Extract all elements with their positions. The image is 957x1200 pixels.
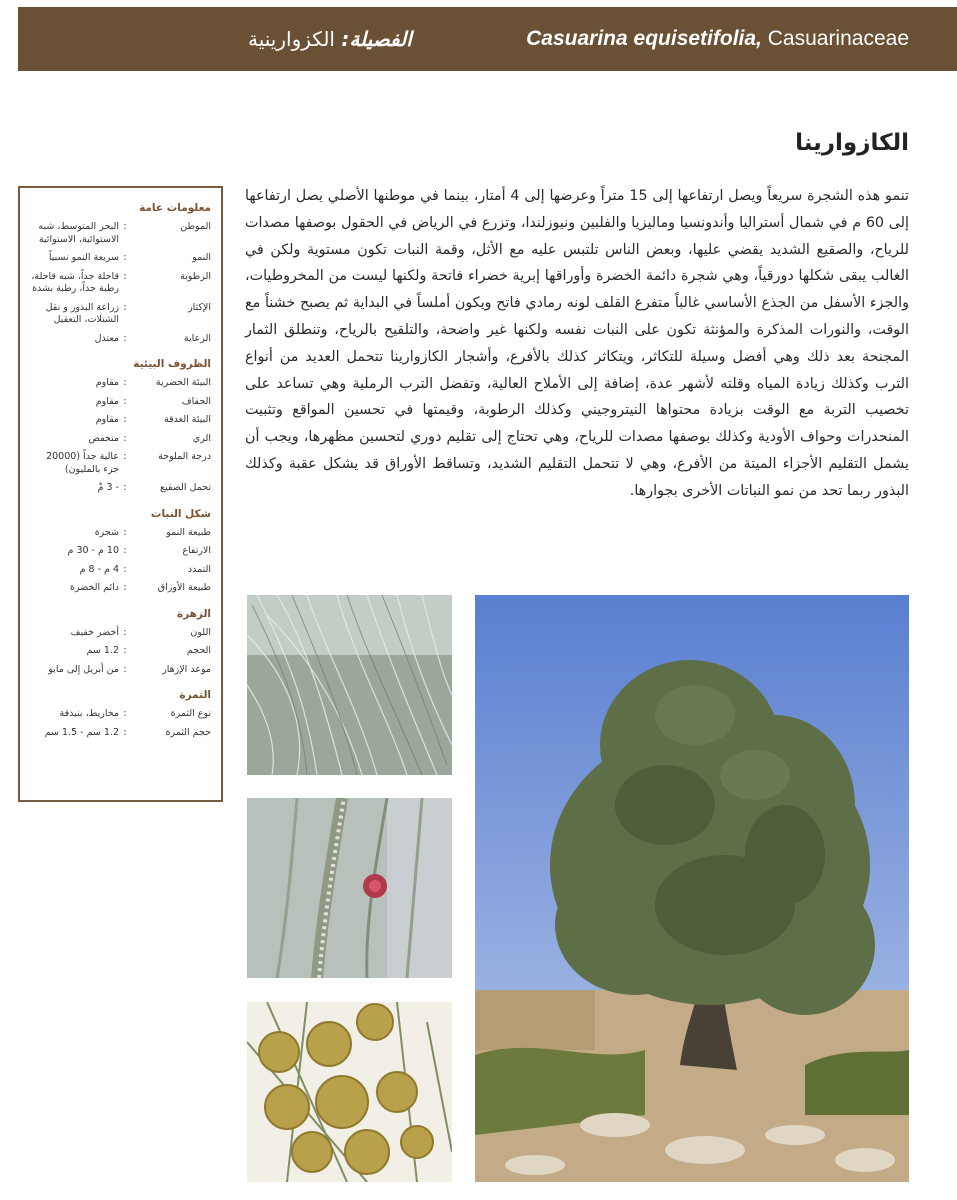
info-key: الحجم <box>186 645 211 656</box>
info-row: الري : منخفض <box>28 433 211 446</box>
info-value: سريعة النمو نسبياً <box>48 252 119 263</box>
info-value: مقاوم <box>95 377 119 388</box>
info-key: نوع الثمرة <box>170 708 211 719</box>
info-value: دائم الخضرة <box>70 582 119 593</box>
info-key: الرعاية <box>183 332 211 344</box>
info-key: البيئة الحضرية <box>155 377 211 388</box>
foliage-photo <box>247 595 452 775</box>
section-general <box>28 202 211 345</box>
info-row: الجفاف : مقاوم <box>28 396 211 409</box>
info-key: الموطن <box>180 221 211 232</box>
info-key: موعد الإزهار <box>162 663 211 675</box>
info-key: حجم الثمرة <box>165 726 211 738</box>
info-value: شجرة <box>94 526 119 538</box>
page-title: الكازوارينا <box>795 130 909 156</box>
info-key: طبيعة الأوراق <box>157 582 211 593</box>
info-row: موعد الإزهار : من أبريل إلى مايو <box>28 664 211 677</box>
section-flower <box>28 608 211 677</box>
info-row: الرطوبة : قاحلة جداً، شبه قاحلة، رطبة جداً، رطبة بشدة <box>28 271 211 296</box>
info-row: النمو : سريعة النمو نسبياً <box>28 252 211 265</box>
info-key: درجة الملوحة <box>158 451 211 462</box>
tree-photo <box>475 595 909 1182</box>
latin-name <box>526 27 909 51</box>
info-value: 1.2 سم - 1.5 سم <box>44 726 119 738</box>
info-row: الرعاية : معتدل <box>28 333 211 346</box>
info-key: الري <box>192 432 211 444</box>
info-value: - 3 مْ <box>97 482 119 493</box>
section-title: الزهرة <box>176 607 211 620</box>
info-key: اللون <box>190 626 211 638</box>
info-row: الموطن : البحر المتوسط، شبه الاستوائية، الاستوائية <box>28 221 211 246</box>
info-value: قاحلة جداً، شبه قاحلة، رطبة جداً، رطبة بشدة <box>31 270 119 294</box>
info-key: الارتفاع <box>182 545 211 556</box>
section-title: الظروف البيئية <box>133 358 211 370</box>
info-row: اللون : أخضر خفيف <box>28 627 211 640</box>
info-value: مقاوم <box>95 414 119 425</box>
info-value: زراعة البذور و نقل الشتلات، التعقيل <box>45 301 119 325</box>
info-value: مخاريط، بنيدقة <box>59 708 119 719</box>
family-name-arabic: الكزوارينية <box>248 27 335 51</box>
info-value: البحر المتوسط، شبه الاستوائية، الاستوائية <box>38 221 119 245</box>
section-environment <box>28 358 211 495</box>
fruit-photo <box>247 1002 452 1182</box>
info-key: البيئة الغدقة <box>164 414 211 425</box>
info-value: مقاوم <box>95 395 119 407</box>
info-key: طبيعة النمو <box>166 526 211 538</box>
info-key: التمدد <box>187 563 211 575</box>
info-row: البيئة الحضرية : مقاوم <box>28 377 211 390</box>
family-label: الفصيلة: <box>341 27 412 51</box>
family-name-latin: Casuarinaceae <box>767 27 909 50</box>
info-value: منخفض <box>88 432 119 444</box>
info-row: الارتفاع : 10 م - 30 م <box>28 545 211 558</box>
section-plant-form <box>28 508 211 595</box>
section-title: شكل النبات <box>150 507 211 520</box>
scientific-name: Casuarina equisetifolia, <box>526 27 762 50</box>
flower-photo <box>247 798 452 978</box>
info-row: التمدد : 4 م - 8 م <box>28 564 211 577</box>
section-title: معلومات عامة <box>139 202 211 214</box>
info-key: النمو <box>192 252 211 263</box>
family-arabic <box>248 27 412 51</box>
info-row: طبيعة الأوراق : دائم الخضرة <box>28 582 211 595</box>
info-row: البيئة الغدقة : مقاوم <box>28 414 211 427</box>
section-title: الثمرة <box>179 689 211 701</box>
info-row: درجة الملوحة : عالية جداً (20000 جزء بالمليون) <box>28 451 211 476</box>
header-bar <box>18 7 957 71</box>
info-key: تحمل الصقيع <box>160 482 211 493</box>
info-key: الجفاف <box>181 395 211 407</box>
description-paragraph: تنمو هذه الشجرة سريعاً ويصل ارتفاعها إلى 15 متراً وعرضها إلى 4 أمتار، بينما في موطنها الأصلي يصل ارتفاعها إلى 60 م في شمال أستراليا وأندونسيا وماليزيا والفلبين ونيوزلندا، وتزرع في الرياض في الحقول بوصفها مصدات للرياح، والصقيع الشديد يقضي عليها، وبعض الناس تلتبس عليه مع الأثل، وقمة النبات تكون مستوية ولكن في الغالب يبقى شكلها دورقياً، وهي شجرة دائمة الخضرة وأوراقها إبرية خضراء فاتحة ولكنها ليست من المخروطيات، والجزء الأسفل من الجذع الأساسي غالباً متفرع القلف لونه رمادي فاتح ويكون أملساً في البداية ثم يصبح خشناً مع الوقت، والنورات المذكرة والمؤنثة تكون على النبات نفسه ولكنها غير واضحة، والتلقيح بالرياح، وتنطلق الثمار المجنحة بعد ذلك وهي أفضل وسيلة للتكاثر، ويتكاثر كذلك بالأفرع، وأشجار الكازوارينا تتحمل العديد من أنواع الترب وكذلك زيادة المياه وقلته لأشهر عدة، إضافة إلى الأملاح العالية، وتفضل الترب الرملية وهي تساعد على تخصيب التربة مع الوقت بزيادة محتواها النيتروجيني وكذلك الرطوبة، وقيمتها في تحسين المواقع وتثبيت المنحدرات وحواف الأودية وكذلك بوصفها مصدات للرياح، وهي تحتاج إلى تقليم دوري لتحسين مظهرها، ويجب أن يشمل التقليم الأجزاء الميتة من الأفرع، وهي لا تتحمل التقليم الشديد، وتساقط الأوراق قد يشكل عقبة وكذلك البذور ربما تحد من نمو النباتات الأخرى بجوارها. <box>245 188 909 499</box>
info-row: تحمل الصقيع : - 3 مْ <box>28 482 211 495</box>
info-value: 10 م - 30 م <box>67 545 119 556</box>
info-row: نوع الثمرة : مخاريط، بنيدقة <box>28 708 211 721</box>
info-value: عالية جداً (20000 جزء بالمليون) <box>46 451 119 475</box>
info-row: الحجم : 1.2 سم <box>28 645 211 658</box>
info-key: الإكثار <box>188 301 211 313</box>
info-value: من أبريل إلى مايو <box>48 663 119 675</box>
info-value: 4 م - 8 م <box>79 563 119 575</box>
info-row: طبيعة النمو : شجرة <box>28 527 211 540</box>
info-key: الرطوبة <box>180 270 211 282</box>
info-value: أخضر خفيف <box>70 626 119 638</box>
section-fruit <box>28 689 211 739</box>
info-value: 1.2 سم <box>86 645 119 656</box>
info-value: معتدل <box>94 332 119 344</box>
info-box <box>18 186 223 802</box>
info-row: الإكثار : زراعة البذور و نقل الشتلات، التعقيل <box>28 302 211 327</box>
info-row: حجم الثمرة : 1.2 سم - 1.5 سم <box>28 727 211 740</box>
